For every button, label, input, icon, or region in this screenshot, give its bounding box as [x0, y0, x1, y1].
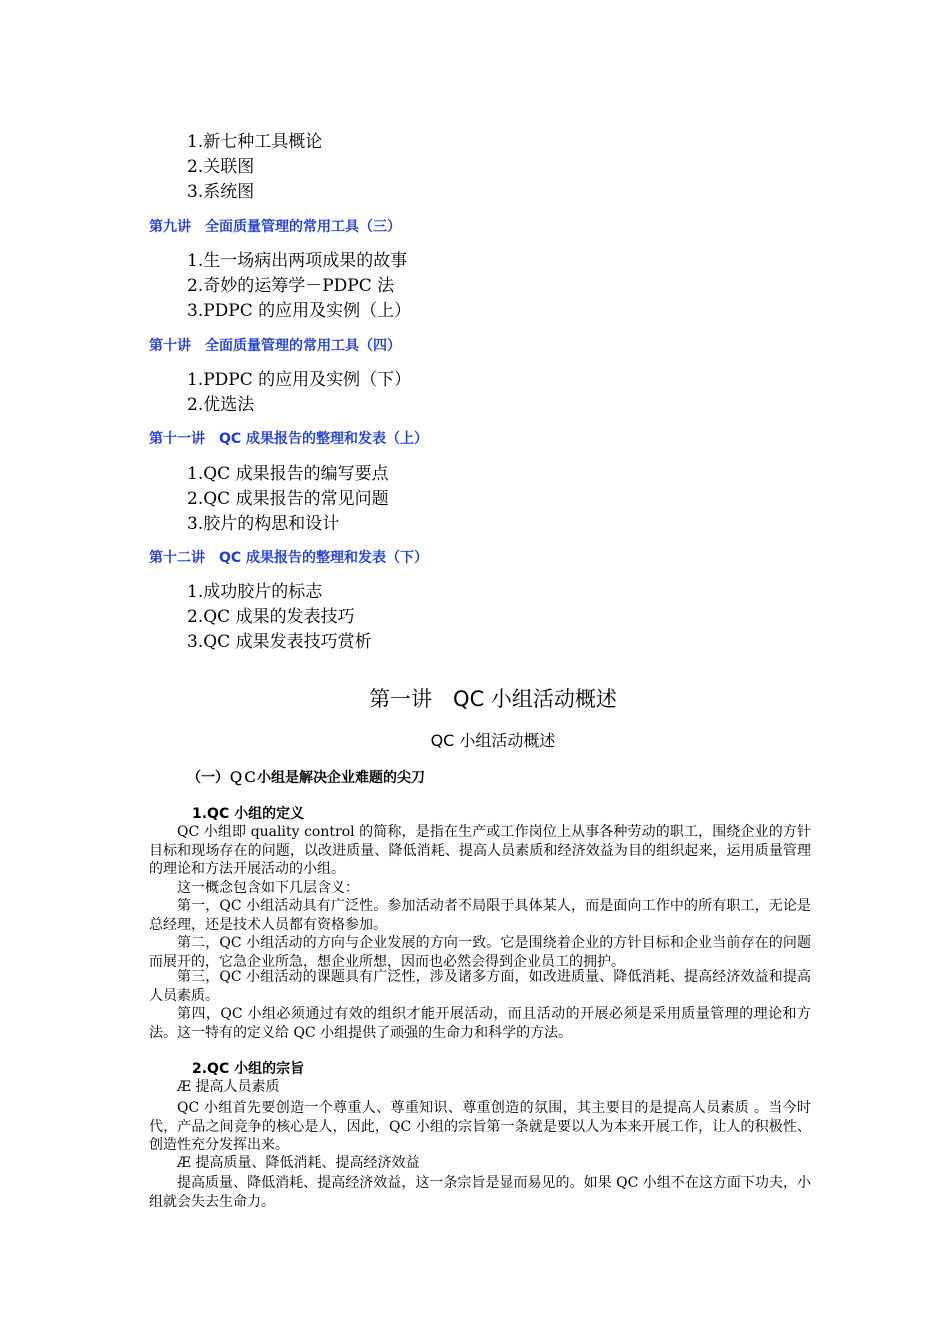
toc-item: 3.胶片的构思和设计	[187, 514, 340, 534]
paragraph-third: 第三，QC 小组活动的课题具有广泛性，涉及诸多方面，如改进质量、降低消耗、提高经济效益和提高人员素质。	[149, 969, 811, 1004]
bullet-item: Æ 提高人员素质	[177, 1079, 280, 1095]
paragraph-second: 第二，QC 小组活动的方向与企业发展的方向一致。它是围绕着企业的方针目标和企业当前存在的问题而展开的，它急企业所急，想企业所想，因而也必然会得到企业员工的拥护。	[149, 935, 811, 970]
toc-item: 3.PDPC 的应用及实例（上）	[187, 301, 412, 321]
toc-item: 2.QC 成果报告的常见问题	[187, 489, 389, 509]
subsection-heading-definition: 1.QC 小组的定义	[192, 806, 305, 822]
paragraph-purpose-1: QC 小组首先要创造一个尊重人、尊重知识、尊重创造的氛围，其主要目的是提高人员素质 。当今时代，产品之间竞争的核心是人，因此，QC 小组的宗旨第一条就是要以人为本来开展工作，让人的积极性、创造性充分发挥出来。	[149, 1100, 811, 1154]
toc-item: 1.PDPC 的应用及实例（下）	[187, 370, 412, 390]
toc-lecture-heading: 第十讲 全面质量管理的常用工具（四）	[149, 338, 401, 354]
toc-lecture-heading: 第九讲 全面质量管理的常用工具（三）	[149, 219, 401, 235]
bullet-item: Æ 提高质量、降低消耗、提高经济效益	[177, 1155, 420, 1171]
toc-item: 2.QC 成果的发表技巧	[187, 607, 355, 627]
toc-item: 1.新七种工具概论	[187, 132, 323, 152]
toc-item: 2.优选法	[187, 395, 255, 415]
toc-item: 2.奇妙的运筹学－PDPC 法	[187, 276, 395, 296]
paragraph-first: 第一，QC 小组活动具有广泛性。参加活动者不局限于具体某人，而是面向工作中的所有职工，无论是总经理，还是技术人员都有资格参加。	[149, 898, 811, 933]
section-heading: （一）ＱＣ小组是解决企业难题的尖刀	[187, 770, 425, 786]
section-subtitle: QC 小组活动概述	[430, 731, 556, 750]
lecture-title: 第一讲 QC 小组活动概述	[369, 687, 617, 711]
toc-lecture-heading: 第十一讲 QC 成果报告的整理和发表（上）	[149, 431, 429, 447]
paragraph-definition: QC 小组即 quality control 的简称，是指在生产或工作岗位上从事各种劳动的职工，围绕企业的方针目标和现场存在的问题，以改进质量、降低消耗、提高人员素质和经济效益为目的组织起来，运用质量管理的理论和方法开展活动的小组。	[149, 824, 811, 878]
toc-item: 3.系统图	[187, 182, 255, 202]
paragraph-meaning: 这一概念包含如下几层含义：	[177, 880, 359, 896]
paragraph-purpose-2: 提高质量、降低消耗、提高经济效益，这一条宗旨是显而易见的。如果 QC 小组不在这方面下功夫，小组就会失去生命力。	[149, 1175, 811, 1210]
toc-item: 1.成功胶片的标志	[187, 582, 323, 602]
toc-item: 3.QC 成果发表技巧赏析	[187, 632, 372, 652]
toc-lecture-heading: 第十二讲 QC 成果报告的整理和发表（下）	[149, 550, 429, 566]
paragraph-fourth: 第四，QC 小组必须通过有效的组织才能开展活动，而且活动的开展必须是采用质量管理的理论和方法。这一特有的定义给 QC 小组提供了顽强的生命力和科学的方法。	[149, 1006, 811, 1041]
toc-item: 1.QC 成果报告的编写要点	[187, 464, 389, 484]
toc-item: 1.生一场病出两项成果的故事	[187, 251, 408, 271]
subsection-heading-purpose: 2.QC 小组的宗旨	[192, 1061, 305, 1077]
toc-item: 2.关联图	[187, 157, 255, 177]
